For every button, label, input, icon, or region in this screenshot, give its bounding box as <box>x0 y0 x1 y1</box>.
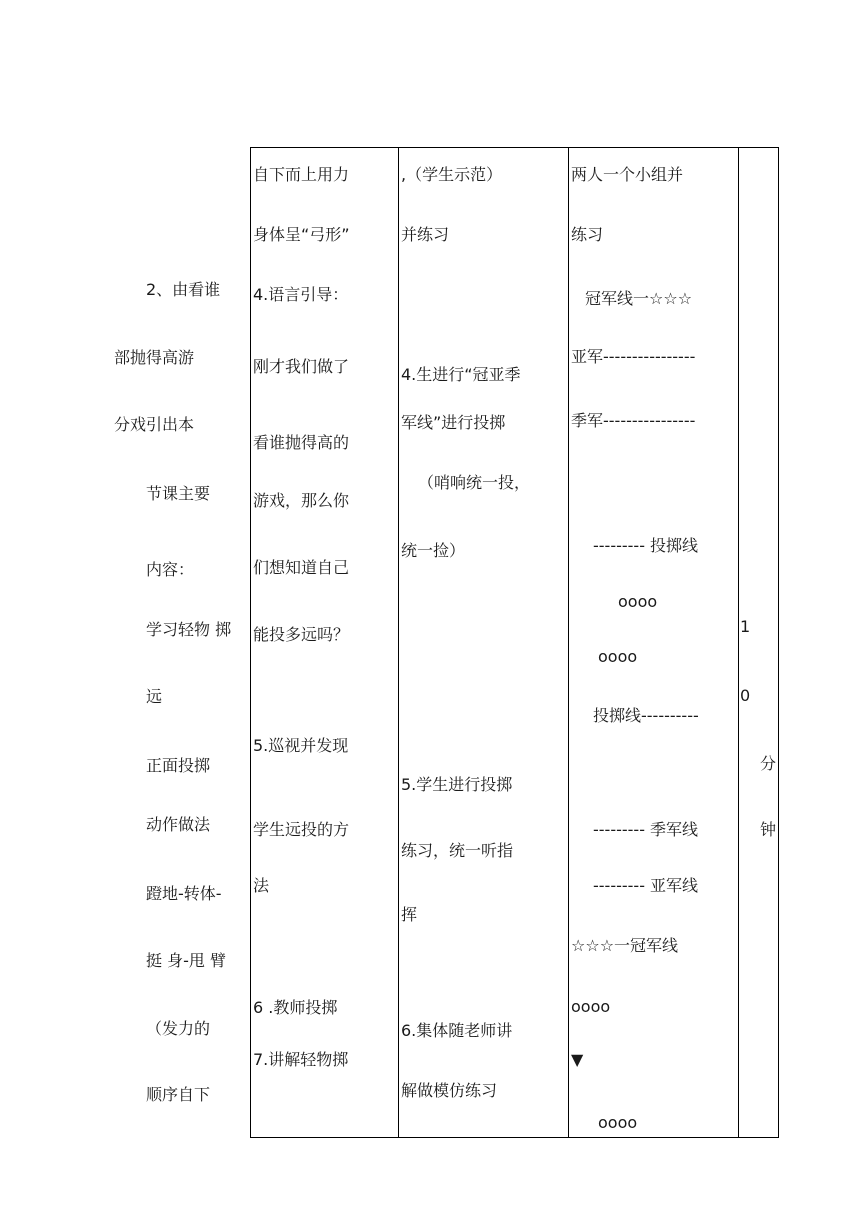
student-line: ,（学生示范） <box>401 165 503 184</box>
content-line: 远 <box>146 687 163 706</box>
organization-line: --------- 季军线 <box>593 820 699 839</box>
time-digit: 0 <box>740 686 751 705</box>
teacher-line: 自下而上用力 <box>253 165 350 184</box>
content-line: 挺 身-甩 臂 <box>146 951 226 970</box>
organization-line: --------- 亚军线 <box>593 876 699 895</box>
organization-line: 两人一个小组并 <box>571 165 684 184</box>
teacher-line: 能投多远吗？ <box>253 625 350 644</box>
content-line: 内容： <box>146 560 195 579</box>
teacher-line: 看谁抛得高的 <box>253 433 350 452</box>
content-line: 顺序自下 <box>146 1085 211 1104</box>
teacher-line: 们想知道自己 <box>253 558 350 577</box>
student-line: 6.集体随老师讲 <box>401 1021 513 1040</box>
organization-line: oooo <box>571 997 611 1016</box>
content-line: 学习轻物 掷 <box>146 620 232 639</box>
student-line: 5.学生进行投掷 <box>401 775 513 794</box>
teacher-line: 法 <box>253 876 270 895</box>
content-line: 2、由看谁 <box>146 280 221 299</box>
organization-line: 亚军---------------- <box>571 347 696 366</box>
organization-line: oooo <box>598 1113 638 1132</box>
time-unit: 钟 <box>760 820 777 839</box>
organization-line: 冠军线一☆☆☆ <box>585 289 693 308</box>
content-line: 蹬地-转体- <box>146 884 222 903</box>
organization-line: 练习 <box>571 225 604 244</box>
content-line: 部抛得高游 <box>114 348 195 367</box>
student-line: 统一捡） <box>401 541 466 560</box>
content-line: 节课主要 <box>146 484 211 503</box>
table-divider-2 <box>568 147 569 1138</box>
student-line: 解做模仿练习 <box>401 1081 498 1100</box>
teacher-line: 6 .教师投掷 <box>253 998 338 1017</box>
table-border-top <box>250 147 779 148</box>
student-line: 并练习 <box>401 225 450 244</box>
teacher-line: 刚才我们做了 <box>253 357 350 376</box>
table-border-right <box>778 147 779 1138</box>
teacher-line: 游戏，那么你 <box>253 491 350 510</box>
organization-line: ☆☆☆一冠军线 <box>571 936 679 955</box>
organization-line: oooo <box>618 592 658 611</box>
teacher-line: 5.巡视并发现 <box>253 736 349 755</box>
teacher-line: 身体呈“弓形” <box>253 225 350 244</box>
table-divider-3 <box>738 147 739 1138</box>
organization-line: --------- 投掷线 <box>593 536 699 555</box>
organization-line: oooo <box>598 647 638 666</box>
table-border-bottom <box>250 1137 779 1138</box>
student-line: （哨响统一投， <box>418 473 531 492</box>
organization-line: 投掷线---------- <box>593 706 699 725</box>
teacher-line: 学生远投的方 <box>253 820 350 839</box>
content-line: （发力的 <box>146 1019 211 1038</box>
student-line: 挥 <box>401 905 418 924</box>
student-line: 4.生进行“冠亚季 <box>401 365 521 384</box>
student-line: 军线”进行投掷 <box>401 413 506 432</box>
student-line: 练习，统一听指 <box>401 841 514 860</box>
content-line: 分戏引出本 <box>114 415 195 434</box>
content-line: 正面投掷 <box>146 756 211 775</box>
down-triangle-icon: ▼ <box>571 1050 584 1069</box>
teacher-line: 7.讲解轻物掷 <box>253 1050 349 1069</box>
content-line: 动作做法 <box>146 815 211 834</box>
table-divider-1 <box>398 147 399 1138</box>
table-border-left <box>250 147 251 1138</box>
teacher-line: 4.语言引导： <box>253 285 349 304</box>
organization-line: 季军---------------- <box>571 411 696 430</box>
time-digit: 1 <box>740 617 751 636</box>
time-unit: 分 <box>760 754 777 773</box>
